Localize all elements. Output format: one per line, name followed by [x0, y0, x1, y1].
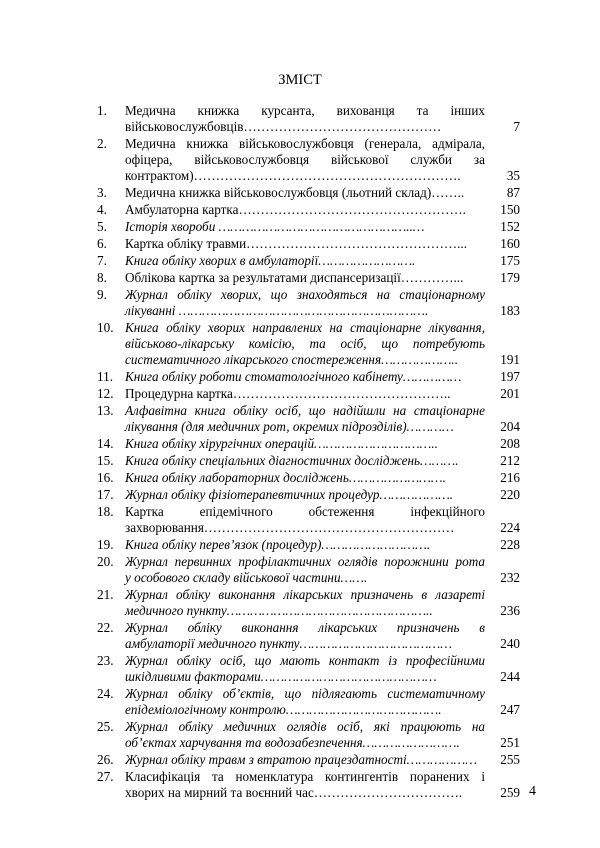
- toc-entry: [97, 620, 520, 652]
- entry-title-line: Журнал обліку виконання лікарських призначень в: [125, 620, 485, 635]
- toc-entry: [97, 136, 520, 184]
- toc-entry: [97, 369, 520, 385]
- toc-entry: [97, 470, 520, 486]
- entry-title-line: військовослужбовців………………………………………: [125, 119, 442, 134]
- entry-number: 17.: [97, 487, 114, 502]
- entry-title-line: епідеміологічному контролю………………………………….: [125, 702, 442, 717]
- entry-number: 2.: [97, 136, 107, 151]
- entry-title: [125, 202, 485, 218]
- toc-entry: [97, 253, 520, 269]
- page-number: 4: [529, 784, 536, 799]
- entry-title-line: Класифікація та номенклатура контингентів поранених і: [125, 769, 485, 784]
- entry-number: 15.: [97, 453, 114, 468]
- entry-title-line: Медична книжка військовослужбовця (льотний склад)……..: [125, 185, 465, 200]
- toc-entry: [97, 103, 520, 135]
- entry-title: [125, 185, 485, 201]
- entry-title: [125, 369, 485, 385]
- entry-page: 259: [500, 785, 520, 800]
- entry-page: 236: [500, 603, 520, 618]
- entry-title: [125, 253, 485, 269]
- entry-title-line: Журнал обліку осіб, що мають контакт із професійними: [125, 653, 485, 668]
- entry-number: 24.: [97, 686, 114, 701]
- entry-title: [125, 686, 485, 718]
- entry-title-line: Журнал обліку медичних оглядів осіб, які працюють на: [125, 719, 485, 734]
- entry-title: [125, 470, 485, 486]
- entry-title-line: Облікова картка за результатами диспансеризації…………...: [125, 270, 464, 285]
- entry-title: [125, 236, 485, 252]
- entry-page: 35: [506, 168, 520, 183]
- entry-page: 150: [500, 202, 520, 217]
- entry-number: 10.: [97, 320, 114, 335]
- toc-entry: [97, 653, 520, 685]
- entry-page: 216: [500, 470, 520, 485]
- entry-number: 11.: [97, 369, 113, 384]
- entry-title: [125, 320, 485, 368]
- toc-entry: [97, 270, 520, 286]
- entry-number: 27.: [97, 769, 114, 784]
- entry-title-line: лікуванні ……………………………………………………….: [125, 303, 429, 318]
- entry-title-line: Процедурна картка…………………………………………..: [125, 386, 451, 401]
- entry-title: [125, 719, 485, 751]
- entry-title-line: амбулаторії медичного пункту…………………………………: [125, 636, 452, 651]
- toc-entry: [97, 320, 520, 368]
- entry-title-line: систематичного лікарського спостереження………………..: [125, 352, 459, 367]
- entry-title-line: Амбулаторна картка…………………………………………….: [125, 202, 466, 217]
- entry-title-line: медичного пункту……………………………………………..: [125, 603, 433, 618]
- entry-title-line: контрактом)…………………………………………………….: [125, 168, 461, 183]
- entry-title-line: Журнал первинних профілактичних оглядів порожнини рота: [125, 554, 485, 569]
- entry-title: [125, 554, 485, 586]
- page-title: ЗМІСТ: [278, 72, 322, 88]
- entry-title: [125, 620, 485, 652]
- entry-title-line: шкідливими факторами………………………………………: [125, 669, 437, 684]
- toc-entry: [97, 202, 520, 218]
- entry-number: 21.: [97, 587, 114, 602]
- toc-entry: [97, 554, 520, 586]
- entry-number: 8.: [97, 270, 107, 285]
- entry-title-line: Журнал обліку фізіотерапевтичних процедур……………….: [125, 487, 454, 502]
- entry-title-line: Книга обліку хірургічних операцій…………………………..: [125, 436, 438, 451]
- entry-title-line: Журнал обліку травм з втратою працездатності………………: [125, 752, 478, 767]
- entry-page: 247: [500, 702, 520, 717]
- toc-entry: [97, 436, 520, 452]
- entry-number: 19.: [97, 537, 114, 552]
- entry-title-line: військово-лікарську комісію, та осіб, що потребують: [125, 336, 485, 351]
- toc-entry: [97, 752, 520, 768]
- toc-entry: [97, 236, 520, 252]
- entry-title-line: Книга обліку спеціальних діагностичних досліджень……….: [125, 453, 459, 468]
- entry-title-line: Історія хвороби …………………………………………..…: [125, 219, 425, 234]
- entry-page: 208: [500, 436, 520, 451]
- entry-number: 16.: [97, 470, 114, 485]
- toc-entry: [97, 453, 520, 469]
- toc-entry: [97, 219, 520, 235]
- entry-number: 5.: [97, 219, 107, 234]
- entry-title-line: хворих на мирний та воєнний час…………………………….: [125, 785, 463, 800]
- entry-number: 18.: [97, 504, 114, 519]
- entry-title: [125, 587, 485, 619]
- entry-number: 9.: [97, 287, 107, 302]
- entry-title-line: Журнал обліку хворих, що знаходяться на стаціонарному: [125, 287, 485, 302]
- entry-title-line: Журнал обліку об’єктів, що підлягають систематичному: [125, 686, 485, 701]
- entry-title: [125, 219, 485, 235]
- entry-page: 220: [500, 487, 520, 502]
- entry-page: 228: [500, 537, 520, 552]
- entry-number: 7.: [97, 253, 107, 268]
- entry-number: 13.: [97, 403, 114, 418]
- toc-entry: [97, 537, 520, 553]
- toc-entry: [97, 686, 520, 718]
- entry-page: 7: [513, 119, 520, 134]
- entry-number: 4.: [97, 202, 107, 217]
- entry-title-line: Картка обліку травми…………………………………………...: [125, 236, 468, 251]
- entry-number: 1.: [97, 103, 107, 118]
- entry-page: 191: [500, 352, 520, 367]
- toc-entry: [97, 719, 520, 751]
- entry-number: 25.: [97, 719, 114, 734]
- entry-page: 183: [500, 303, 520, 318]
- entry-title-line: Медична книжка військовослужбовця (генерала, адмірала,: [125, 136, 485, 151]
- entry-title-line: Медична книжка курсанта, вихованця та інших: [125, 103, 485, 118]
- entry-title-line: Книга обліку роботи стоматологічного кабінету……………: [125, 369, 462, 384]
- entry-page: 232: [500, 570, 520, 585]
- entry-page: 175: [500, 253, 520, 268]
- entry-title-line: лікування (для медичних рот, окремих підрозділів)…………: [125, 419, 454, 434]
- entry-title-line: Книга обліку лабораторних досліджень…………………….: [125, 470, 446, 485]
- entry-title-line: Журнал обліку виконання лікарських призначень в лазареті: [125, 587, 485, 602]
- entry-number: 12.: [97, 386, 114, 401]
- entry-page: 240: [500, 636, 520, 651]
- entry-title-line: у особового складу військової частини…….: [125, 570, 368, 585]
- entry-title: [125, 653, 485, 685]
- entry-title: [125, 436, 485, 452]
- entry-title: [125, 504, 485, 536]
- toc-entry: [97, 185, 520, 201]
- entry-page: 197: [500, 369, 520, 384]
- entry-title-line: Книга обліку хворих направлених на стаціонарне лікування,: [125, 320, 485, 335]
- entry-page: 87: [506, 185, 520, 200]
- entry-number: 23.: [97, 653, 114, 668]
- entry-page: 251: [500, 735, 520, 750]
- entry-number: 22.: [97, 620, 114, 635]
- entry-page: 204: [500, 419, 520, 434]
- toc-entry: [97, 386, 520, 402]
- entry-title: [125, 752, 485, 768]
- entry-title: [125, 453, 485, 469]
- entry-number: 26.: [97, 752, 114, 767]
- entry-title: [125, 403, 485, 435]
- toc-entry: [97, 287, 520, 319]
- entry-number: 3.: [97, 185, 107, 200]
- entry-title: [125, 386, 485, 402]
- entry-title-line: захворювання…………………………………………………: [125, 520, 455, 535]
- entry-page: 212: [500, 453, 520, 468]
- entry-title: [125, 270, 485, 286]
- entry-page: 244: [500, 669, 520, 684]
- toc-entry: [97, 504, 520, 536]
- entry-title: [125, 487, 485, 503]
- toc-entry: [97, 487, 520, 503]
- entry-title-line: Книга обліку хворих в амбулаторії…………………….: [125, 253, 416, 268]
- toc-entry: [97, 403, 520, 435]
- toc-entry: [97, 587, 520, 619]
- entry-page: 224: [500, 520, 520, 535]
- entry-title-line: Книга обліку перев’язок (процедур)……………………….: [125, 537, 431, 552]
- entry-page: 179: [500, 270, 520, 285]
- entry-page: 160: [500, 236, 520, 251]
- table-of-contents: [97, 103, 520, 802]
- entry-number: 20.: [97, 554, 114, 569]
- entry-title: [125, 537, 485, 553]
- entry-number: 6.: [97, 236, 107, 251]
- entry-title-line: об’єктах харчування та водозабезпечення…………………….: [125, 735, 460, 750]
- entry-title-line: Картка епідемічного обстеження інфекційного: [125, 504, 485, 519]
- entry-title: [125, 287, 485, 319]
- entry-number: 14.: [97, 436, 114, 451]
- entry-title-line: офіцера, військовослужбовця військової служби за: [125, 152, 485, 167]
- entry-page: 255: [500, 752, 520, 767]
- entry-title: [125, 136, 485, 184]
- entry-title-line: Алфавітна книга обліку осіб, що надійшли на стаціонарне: [125, 403, 485, 418]
- entry-page: 201: [500, 386, 520, 401]
- entry-page: 152: [500, 219, 520, 234]
- entry-title: [125, 103, 485, 135]
